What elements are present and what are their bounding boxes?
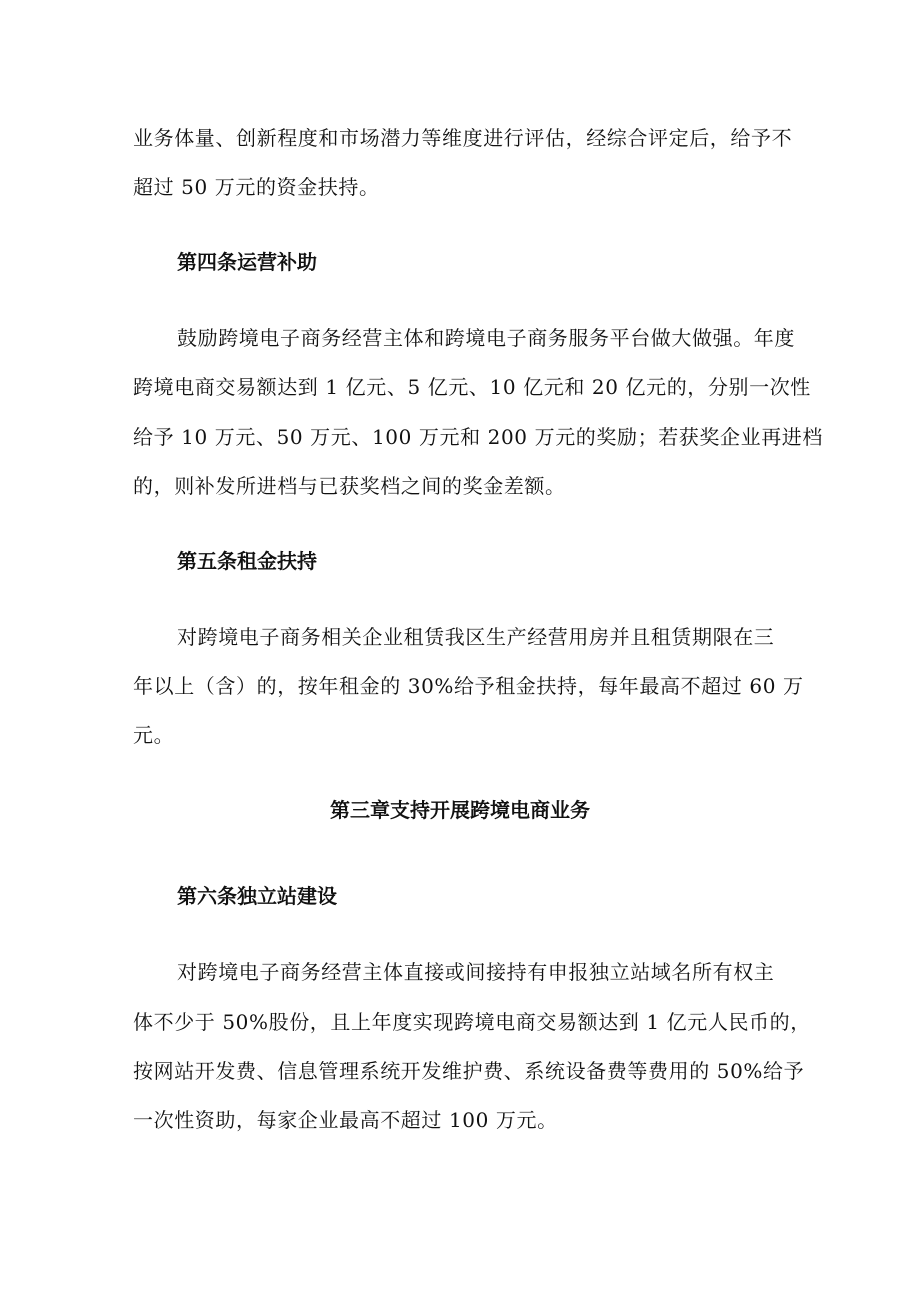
article-5-heading: 第五条租金扶持 [177, 549, 317, 573]
paragraph-line: 体不少于 50%股份，且上年度实现跨境电商交易额达到 1 亿元人民币的， [133, 1010, 811, 1034]
paragraph-line: 跨境电商交易额达到 1 亿元、5 亿元、10 亿元和 20 亿元的，分别一次性 [133, 375, 811, 399]
paragraph-line: 的，则补发所进档与已获奖档之间的奖金差额。 [133, 474, 566, 498]
paragraph-line: 对跨境电子商务相关企业租赁我区生产经营用房并且租赁期限在三 [177, 625, 775, 649]
paragraph-line: 对跨境电子商务经营主体直接或间接持有申报独立站域名所有权主 [177, 960, 775, 984]
paragraph-line: 元。 [133, 723, 175, 747]
paragraph-line: 一次性资助，每家企业最高不超过 100 万元。 [133, 1108, 558, 1132]
paragraph-line: 业务体量、创新程度和市场潜力等维度进行评估，经综合评定后，给予不 [133, 126, 793, 150]
paragraph-line: 鼓励跨境电子商务经营主体和跨境电子商务服务平台做大做强。年度 [177, 326, 795, 350]
paragraph-line: 年以上（含）的，按年租金的 30%给予租金扶持，每年最高不超过 60 万 [133, 674, 804, 698]
paragraph-line: 给予 10 万元、50 万元、100 万元和 200 万元的奖励；若获奖企业再进档 [133, 425, 823, 449]
paragraph-line: 按网站开发费、信息管理系统开发维护费、系统设备费等费用的 50%给予 [133, 1059, 805, 1083]
chapter-3-title: 第三章支持开展跨境电商业务 [330, 798, 590, 822]
article-6-heading: 第六条独立站建设 [177, 884, 337, 908]
article-4-heading: 第四条运营补助 [177, 250, 317, 274]
paragraph-line: 超过 50 万元的资金扶持。 [133, 175, 380, 199]
